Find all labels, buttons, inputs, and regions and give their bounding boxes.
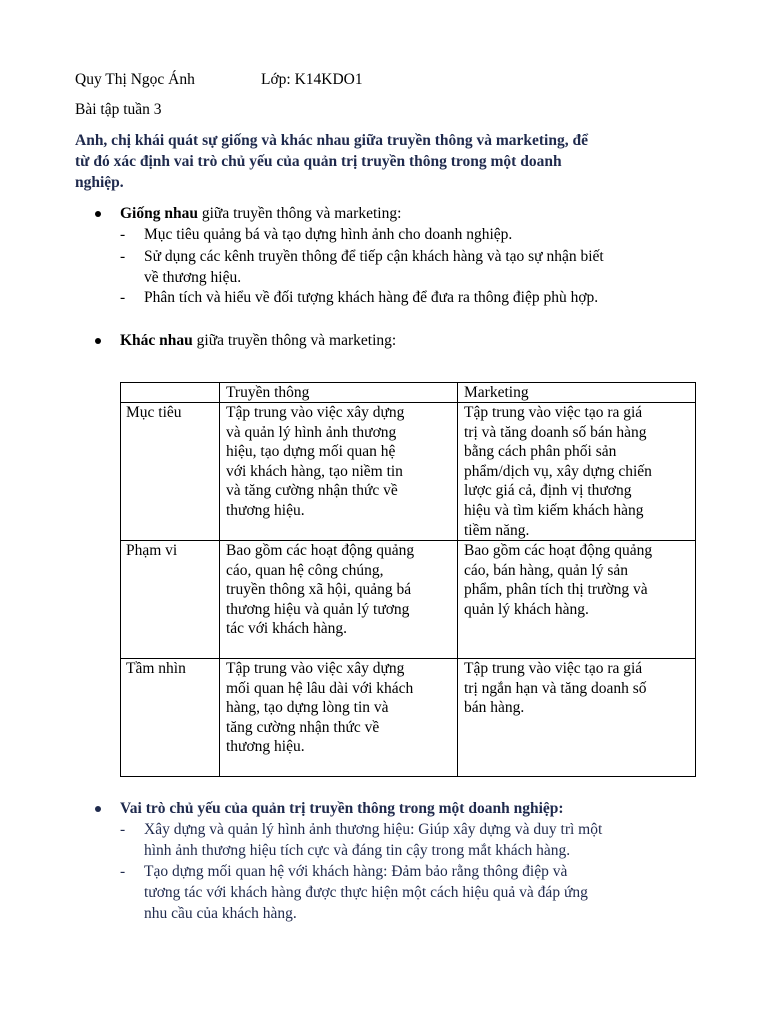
cell-line: bán hàng. (464, 699, 525, 717)
row-label: Mục tiêu (126, 404, 182, 421)
table-rule (457, 382, 458, 777)
cell-line: Tập trung vào việc xây dựng (226, 660, 405, 677)
cell-line: truyền thông xã hội, quảng bá (226, 581, 412, 599)
cell-line: tăng cường nhận thức về (226, 718, 380, 736)
cell-line: Tập trung vào việc tạo ra giá (464, 404, 643, 421)
cell-line: phẩm/dịch vụ, xây dựng chiến (464, 462, 652, 480)
cell-line: lược giá cả, định vị thương (464, 482, 632, 500)
similarity-line: Sử dụng các kênh truyền thông để tiếp cận khách hàng và tạo sự nhận biết (144, 248, 604, 265)
cell-line: Tập trung vào việc tạo ra giá (464, 660, 643, 677)
table-rule (120, 776, 696, 777)
cell-line: hiệu, tạo dựng mối quan hệ (226, 443, 396, 461)
cell-line: phẩm, phân tích thị trường và (464, 581, 648, 599)
cell-line: thương hiệu và quản lý tương (226, 600, 410, 618)
row-label: Tầm nhìn (126, 660, 186, 677)
question-line: Anh, chị khái quát sự giống và khác nhau giữa truyền thông và marketing, để (75, 132, 588, 149)
bullet-dot (95, 338, 101, 344)
role-line: Xây dựng và quản lý hình ảnh thương hiệu: Giúp xây dựng và duy trì một (144, 821, 603, 838)
table-rule (695, 382, 696, 777)
dash-marker: - (120, 248, 126, 265)
dash-marker: - (120, 863, 126, 880)
cell-marketing (464, 403, 652, 540)
similarity-line: Phân tích và hiểu về đối tượng khách hàng để đưa ra thông điệp phù hợp. (144, 289, 599, 306)
bullet-dot (95, 806, 101, 812)
similarity-line: về thương hiệu. (144, 269, 242, 286)
cell-line: quản lý khách hàng. (464, 600, 589, 618)
cell-line: bằng cách phân phối sản (464, 443, 617, 461)
dash-marker: - (120, 226, 126, 243)
cell-line: hiệu và tìm kiếm khách hàng (464, 501, 644, 519)
differences-bold: Khác nhau (120, 332, 193, 349)
table-rule (219, 382, 220, 777)
cell-line: tiềm năng. (464, 521, 530, 539)
comparison-table (120, 382, 696, 777)
roles-heading: Vai trò chủ yếu của quản trị truyền thông trong một doanh nghiệp: (120, 800, 564, 817)
cell-line: mối quan hệ lâu dài với khách (226, 679, 414, 697)
bullet-dot (95, 211, 101, 217)
assignment-title: Bài tập tuần 3 (75, 101, 162, 118)
dash-marker: - (120, 289, 126, 306)
cell-line: Bao gồm các hoạt động quảng (226, 542, 415, 559)
similarity-line: Mục tiêu quảng bá và tạo dựng hình ảnh cho doanh nghiệp. (144, 226, 513, 243)
role-line: Tạo dựng mối quan hệ với khách hàng: Đảm bảo rằng thông điệp và (144, 863, 568, 880)
question-text (75, 130, 700, 193)
cell-line: tác với khách hàng. (226, 620, 347, 638)
cell-line: thương hiệu. (226, 501, 305, 519)
role-line: tương tác với khách hàng được thực hiện một cách hiệu quả và đáp ứng (144, 884, 588, 901)
cell-line: và tăng cường nhận thức về (226, 482, 398, 500)
question-line: từ đó xác định vai trò chủ yếu của quản trị truyền thông trong một doanh (75, 153, 562, 170)
dash-marker: - (120, 821, 126, 838)
cell-communication (226, 659, 413, 757)
role-line: nhu cầu của khách hàng. (144, 905, 297, 922)
cell-line: Tập trung vào việc xây dựng (226, 404, 405, 421)
class-code: Lớp: K14KDO1 (261, 71, 363, 88)
student-name: Quy Thị Ngọc Ánh (75, 71, 195, 88)
cell-marketing (464, 659, 647, 718)
table-rule (120, 382, 121, 777)
table-header-marketing: Marketing (464, 384, 529, 401)
differences-heading (120, 330, 396, 351)
cell-line: thương hiệu. (226, 738, 305, 756)
cell-line: cáo, bán hàng, quản lý sản (464, 561, 628, 579)
cell-line: Bao gồm các hoạt động quảng (464, 542, 653, 559)
cell-line: và quản lý hình ảnh thương (226, 423, 397, 441)
similarities-rest: giữa truyền thông và marketing: (197, 205, 402, 222)
cell-line: trị ngắn hạn và tăng doanh số (464, 679, 647, 697)
cell-line: cáo, quan hệ công chúng, (226, 561, 384, 579)
row-label: Phạm vi (126, 542, 178, 559)
cell-communication (226, 541, 414, 639)
similarities-bold: Giống nhau (120, 205, 198, 222)
cell-communication (226, 403, 404, 521)
cell-line: trị và tăng doanh số bán hàng (464, 423, 647, 441)
cell-line: hàng, tạo dựng lòng tin và (226, 699, 389, 717)
role-line: hình ảnh thương hiệu tích cực và đáng tin cậy trong mắt khách hàng. (144, 842, 571, 859)
cell-line: với khách hàng, tạo niềm tin (226, 462, 403, 480)
differences-rest: giữa truyền thông và marketing: (192, 332, 397, 349)
question-line: nghiệp. (75, 174, 124, 191)
similarities-heading (120, 203, 401, 224)
table-rule (120, 382, 696, 383)
table-header-communication: Truyền thông (226, 384, 310, 401)
cell-marketing (464, 541, 652, 619)
